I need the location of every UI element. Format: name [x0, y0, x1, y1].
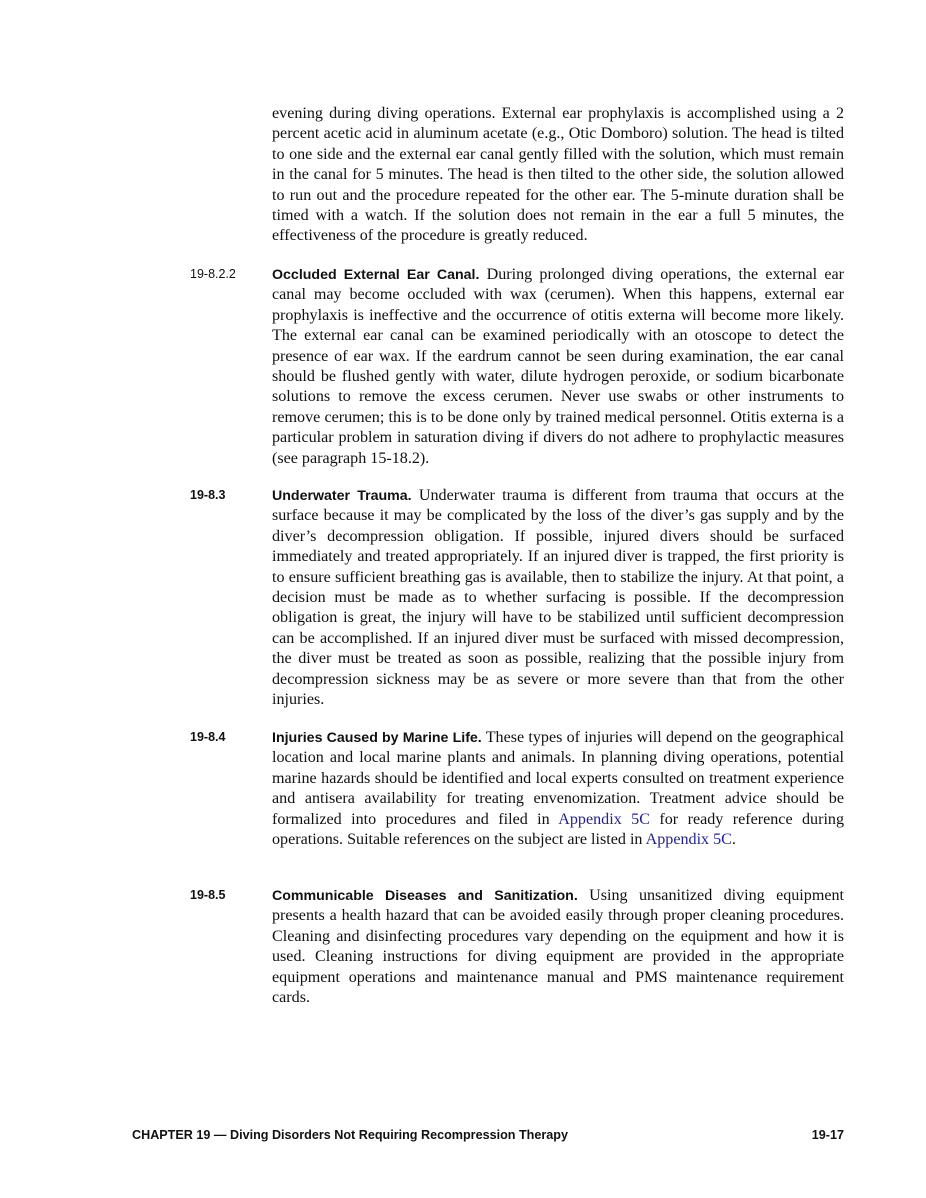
chapter-title: CHAPTER 19 — Diving Disorders Not Requiring Recompression Therapy [132, 1128, 568, 1142]
section-number: 19-8.2.2 [190, 267, 236, 281]
paragraph-body: evening during diving operations. External ear prophylaxis is accomplished using a 2 percent acetic acid in aluminum acetate (e.g., Otic Domboro) solution. The head is tilted to one side and the external ear canal gently filled with the solution, which must remain in the canal for 5 minutes. The head is then tilted to the other side, the solution allowed to run out and the procedure repeated for the other ear. The 5-minute duration shall be timed with a watch. If the solution does not remain in the ear a full 5 minutes, the effectiveness of the procedure is greatly reduced. [272, 105, 844, 245]
paragraph-19-8-3 [190, 486, 844, 710]
page-number: 19-17 [811, 1128, 844, 1142]
section-heading: Communicable Diseases and Sanitization. [272, 888, 578, 904]
paragraph-19-8-2-2 [190, 265, 844, 469]
paragraph-body [272, 486, 844, 710]
paragraph-text: for ready reference during operations. Suitable references on the subject are listed in [272, 810, 845, 849]
paragraph-text: Using unsanitized diving equipment presents a health hazard that can be avoided easily through proper cleaning procedures. Cleaning and disinfecting procedures vary depending on the equipment and how it is used. Cleaning instructions for diving equipment are provided in the appropriate equipment operations and maintenance manual and PMS maintenance requirement cards. [272, 887, 845, 1007]
paragraph-body [272, 265, 844, 469]
section-number: 19-8.3 [190, 488, 226, 502]
paragraph-body [272, 728, 844, 850]
appendix-5c-link[interactable]: Appendix 5C [645, 831, 732, 849]
paragraph-19-8-5 [190, 886, 844, 1008]
paragraph-text: These types of injuries will depend on the geographical location and local marine plants and animals. In planning diving operations, potential marine hazards should be identified and local experts consulted on treatment experience and antisera availability for treating envenomization. Treatment advice should be formalized into procedures and filed in [272, 729, 845, 828]
paragraph-text: During prolonged diving operations, the external ear canal may become occluded with wax (cerumen). When this happens, external ear prophylaxis is ineffective and the occurrence of otitis externa will become more likely. The external ear canal can be examined periodically with an otoscope to detect the presence of ear wax. If the eardrum cannot be seen during examination, the ear canal should be flushed gently with water, dilute hydrogen peroxide, or sodium bicarbonate solutions to remove the excess cerumen. Never use swabs or other instruments to remove cerumen; this is to be done only by trained medical personnel. Otitis externa is a particular problem in saturation diving if divers do not adhere to prophylactic measures (see paragraph 15-18.2). [272, 266, 844, 467]
section-number: 19-8.4 [190, 730, 226, 744]
paragraph-19-8-4 [190, 728, 844, 850]
page-footer [132, 1128, 844, 1142]
paragraph-continuation [190, 104, 844, 247]
section-number: 19-8.5 [190, 888, 226, 902]
section-heading: Occluded External Ear Canal. [272, 267, 480, 283]
paragraph-text: . [731, 831, 736, 849]
paragraph-body [272, 886, 844, 1008]
section-heading: Underwater Trauma. [272, 488, 412, 504]
paragraph-text: Underwater trauma is different from trauma that occurs at the surface because it may be complicated by the loss of the diver’s gas supply and by the diver’s decompression obligation. If possible, injured divers should be surfaced immediately and treated appropriately. If an injured diver is trapped, the first priority is to ensure sufficient breathing gas is available, then to stabilize the injury. At that point, a decision must be made as to whether surfacing is possible. If the decompression obligation is great, the injury will have to be stabilized until sufficient decompression can be accomplished. If an injured diver must be surfaced with missed decompression, the diver must be treated as soon as possible, realizing that the possible injury from decompression sickness may be as severe or more severe than that from the other injuries. [272, 487, 844, 709]
section-heading: Injuries Caused by Marine Life. [272, 730, 482, 746]
appendix-5c-link[interactable]: Appendix 5C [558, 810, 650, 828]
